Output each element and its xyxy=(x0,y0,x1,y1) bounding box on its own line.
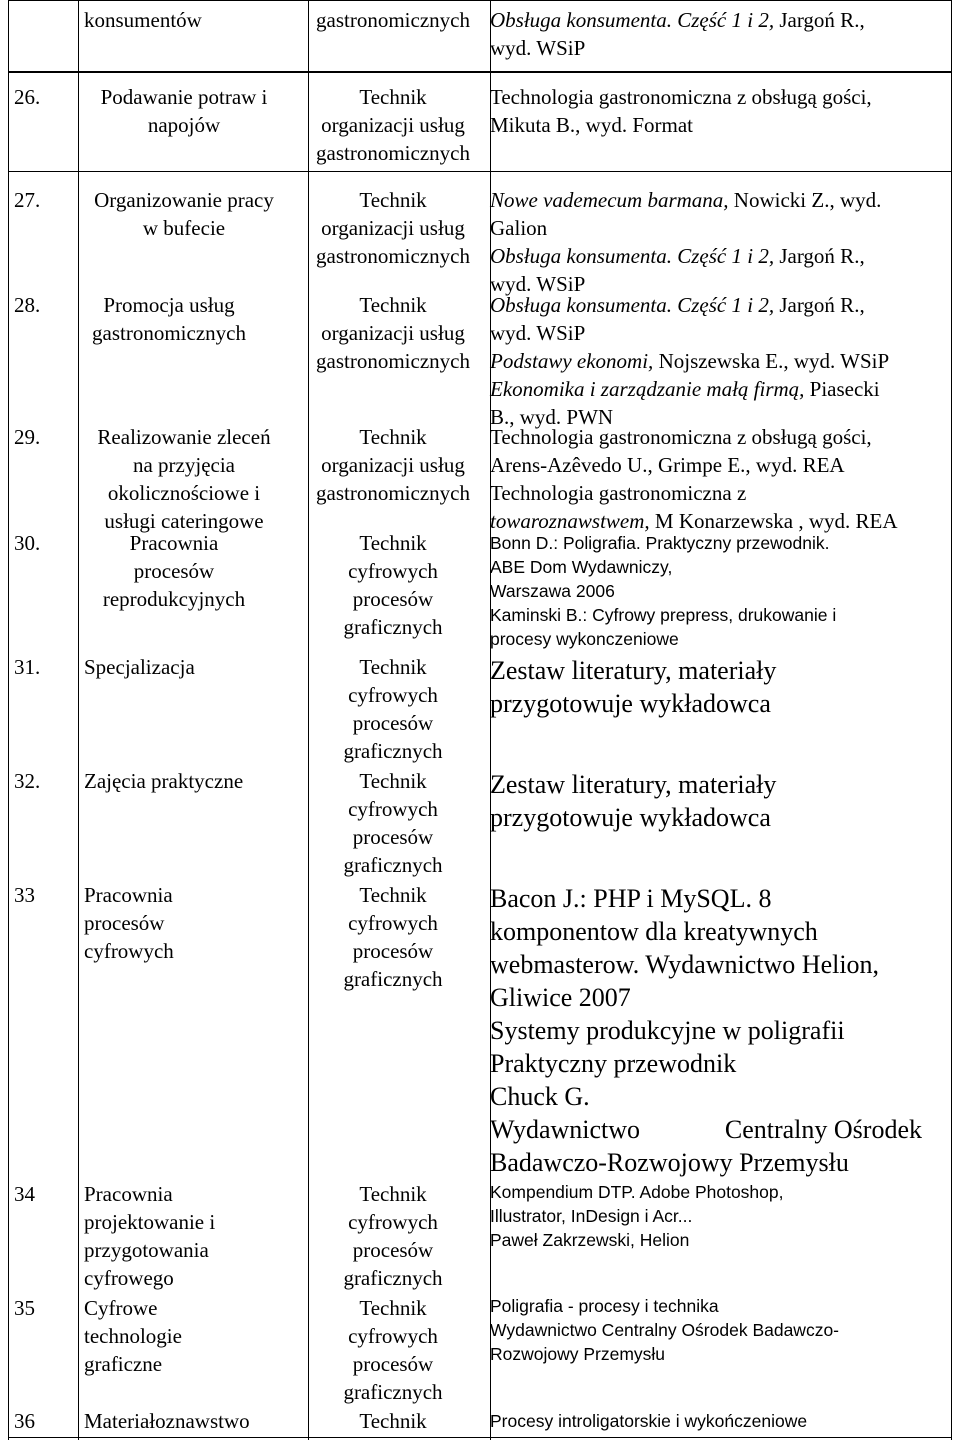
literature-line: Badawczo-Rozwojowy Przemysłu xyxy=(490,1148,849,1177)
literature-line: Warszawa 2006 xyxy=(490,581,615,601)
row-number: 34 xyxy=(14,1182,35,1206)
literature-title: Obsługa konsumenta. Część 1 i 2, xyxy=(490,244,775,268)
literature-line: Wydawnictwo Centralny Ośrodek Badawczo- xyxy=(490,1320,840,1340)
profession-line: Technik xyxy=(359,883,427,907)
literature-line: wyd. WSiP xyxy=(490,36,586,60)
profession-line: gastronomicznych xyxy=(316,244,470,268)
profession-line: procesów xyxy=(352,1238,434,1262)
literature-line: Mikuta B., wyd. Format xyxy=(490,113,693,137)
subject-line: Specjalizacja xyxy=(84,655,195,679)
subject-cell xyxy=(84,83,284,139)
literature-line: procesy wykonczeniowe xyxy=(490,629,679,649)
row-divider xyxy=(8,1437,952,1438)
literature-line: Praktyczny przewodnik xyxy=(490,1049,737,1078)
row-divider xyxy=(8,0,952,1)
subject-line: okolicznościowe i xyxy=(107,481,261,505)
profession-line: graficznych xyxy=(343,615,443,639)
literature-line: Bacon J.: PHP i MySQL. 8 xyxy=(490,884,772,913)
profession-line: organizacji usług xyxy=(321,113,465,137)
subject-line: napojów xyxy=(147,113,221,137)
subject-line: procesów xyxy=(133,559,215,583)
profession-cell xyxy=(308,83,478,167)
literature-line: Chuck G. xyxy=(490,1082,590,1111)
literature-line: wyd. WSiP xyxy=(490,272,586,296)
row-number: 27. xyxy=(14,188,41,212)
literature-cell xyxy=(490,1409,938,1433)
literature-line: Kaminski B.: Cyfrowy prepress, drukowanie i xyxy=(490,605,837,625)
literature-cell xyxy=(490,1180,938,1252)
subject-line: na przyjęcia xyxy=(132,453,236,477)
literature-line: wyd. WSiP xyxy=(490,321,586,345)
row-number: 26. xyxy=(14,85,41,109)
row-number: 31. xyxy=(14,655,41,679)
profession-line: Technik xyxy=(359,425,427,449)
literature-title: towaroznawstwem, xyxy=(490,509,650,533)
subject-cell xyxy=(84,529,264,613)
profession-line: Technik xyxy=(359,85,427,109)
profession-cell xyxy=(308,653,478,765)
literature-line: Bonn D.: Poligrafia. Praktyczny przewodnik. xyxy=(490,533,830,553)
row-number: 29. xyxy=(14,425,41,449)
literature-cell xyxy=(490,882,938,1179)
column-divider xyxy=(8,0,9,1440)
literature-line: przygotowuje wykładowca xyxy=(490,803,771,832)
profession-line: graficznych xyxy=(343,739,443,763)
literature-cell xyxy=(490,654,938,720)
subject-cell xyxy=(84,423,284,535)
literature-cell xyxy=(490,768,938,834)
row-number: 35 xyxy=(14,1296,35,1320)
subject-line: Pracownia xyxy=(84,1182,173,1206)
literature-line: komponentow dla kreatywnych xyxy=(490,917,818,946)
column-divider xyxy=(951,0,952,1440)
subject-line: Pracownia xyxy=(129,531,219,555)
literature-line: ABE Dom Wydawniczy, xyxy=(490,557,673,577)
literature-cell xyxy=(490,186,938,298)
row-divider xyxy=(8,171,952,172)
row-number: 36 xyxy=(14,1409,35,1433)
literature-title: Obsługa konsumenta. Część 1 i 2, xyxy=(490,8,775,32)
subject-line: cyfrowych xyxy=(84,939,174,963)
profession-line: graficznych xyxy=(343,967,443,991)
profession-line: cyfrowych xyxy=(348,797,438,821)
literature-title: Ekonomika i zarządzanie małą firmą, xyxy=(490,377,805,401)
profession-line: procesów xyxy=(352,1352,434,1376)
subject-cell xyxy=(84,1407,299,1435)
row-number: 32. xyxy=(14,769,41,793)
subject-line: w bufecie xyxy=(142,216,226,240)
literature-line: Arens-Azêvedo U., Grimpe E., wyd. REA xyxy=(490,453,845,477)
subject-line: Cyfrowe xyxy=(84,1296,158,1320)
subject-line: gastronomicznych xyxy=(92,321,246,345)
row-number: 30. xyxy=(14,531,41,555)
subject-cell xyxy=(84,653,299,681)
subject-line: Zajęcia praktyczne xyxy=(84,769,244,793)
profession-line: cyfrowych xyxy=(348,1210,438,1234)
literature-cell xyxy=(490,83,938,139)
subject-line: Materiałoznawstwo xyxy=(84,1409,250,1433)
profession-cell xyxy=(308,881,478,993)
profession-line: gastronomicznych xyxy=(316,141,470,165)
subject-line: projektowanie i xyxy=(84,1210,216,1234)
profession-line: procesów xyxy=(352,825,434,849)
literature-line: Poligrafia - procesy i technika xyxy=(490,1296,719,1316)
literature-line: Paweł Zakrzewski, Helion xyxy=(490,1230,690,1250)
literature-line: Kompendium DTP. Adobe Photoshop, xyxy=(490,1182,784,1202)
profession-line: Technik xyxy=(359,769,427,793)
literature-line: Obsługa konsumenta. Część 1 i 2, Jargoń R., xyxy=(490,8,865,32)
literature-line: Zestaw literatury, materiały xyxy=(490,770,777,799)
subject-line: graficzne xyxy=(84,1352,163,1376)
literature-line: Ekonomika i zarządzanie małą firmą, Piasecki xyxy=(490,377,880,401)
subject-cell xyxy=(84,1294,299,1378)
row-divider xyxy=(8,71,952,73)
literature-cell xyxy=(490,291,938,431)
profession-line: graficznych xyxy=(343,1266,443,1290)
profession-cell xyxy=(308,1407,478,1435)
profession-line: cyfrowych xyxy=(348,1324,438,1348)
literature-line: Technologia gastronomiczna z xyxy=(490,481,747,505)
profession-line: procesów xyxy=(352,939,434,963)
literature-line: Obsługa konsumenta. Część 1 i 2, Jargoń R., xyxy=(490,244,865,268)
literature-line: Technologia gastronomiczna z obsługą gości, xyxy=(490,425,872,449)
subject-line: cyfrowego xyxy=(84,1266,174,1290)
profession-line: cyfrowych xyxy=(348,911,438,935)
literature-line: Technologia gastronomiczna z obsługą gości, xyxy=(490,85,872,109)
row-number: 33 xyxy=(14,883,35,907)
subject-line: konsumentów xyxy=(84,8,202,32)
profession-line: Technik xyxy=(359,531,427,555)
literature-cell xyxy=(490,6,938,62)
literature-line: Nowe vademecum barmana, Nowicki Z., wyd. xyxy=(490,188,882,212)
profession-line: gastronomicznych xyxy=(316,8,470,32)
profession-line: cyfrowych xyxy=(348,683,438,707)
profession-line: Technik xyxy=(359,1182,427,1206)
column-divider xyxy=(78,0,79,1440)
profession-cell xyxy=(308,529,478,641)
literature-line: Illustrator, InDesign i Acr... xyxy=(490,1206,693,1226)
subject-line: usługi cateringowe xyxy=(104,509,264,533)
profession-cell xyxy=(308,186,478,270)
literature-line: Rozwojowy Przemysłu xyxy=(490,1344,666,1364)
profession-line: procesów xyxy=(352,587,434,611)
profession-cell xyxy=(308,291,478,375)
literature-cell xyxy=(490,1294,938,1366)
subject-cell xyxy=(84,767,299,795)
profession-cell xyxy=(308,423,478,507)
subject-line: reprodukcyjnych xyxy=(102,587,246,611)
literature-line: towaroznawstwem, M Konarzewska , wyd. REA xyxy=(490,509,898,533)
literature-line: przygotowuje wykładowca xyxy=(490,689,771,718)
profession-line: Technik xyxy=(359,655,427,679)
literature-title: Obsługa konsumenta. Część 1 i 2, xyxy=(490,293,775,317)
literature-line: Obsługa konsumenta. Część 1 i 2, Jargoń R., xyxy=(490,293,865,317)
profession-line: Technik xyxy=(359,188,427,212)
literature-cell xyxy=(490,423,938,535)
literature-line: Procesy introligatorskie i wykończeniowe xyxy=(490,1411,808,1431)
literature-line: Systemy produkcyjne w poligrafii xyxy=(490,1016,845,1045)
subject-line: procesów xyxy=(84,911,165,935)
literature-line: Galion xyxy=(490,216,548,240)
profession-line: graficznych xyxy=(343,853,443,877)
row-number: 28. xyxy=(14,293,41,317)
subject-cell xyxy=(84,881,299,965)
subject-line: Realizowanie zleceń xyxy=(97,425,271,449)
profession-line: gastronomicznych xyxy=(316,349,470,373)
literature-cell xyxy=(490,531,938,651)
literature-title: Podstawy ekonomi, xyxy=(490,349,654,373)
literature-line: webmasterow. Wydawnictwo Helion, xyxy=(490,950,880,979)
subject-cell xyxy=(84,1180,299,1292)
profession-line: organizacji usług xyxy=(321,453,465,477)
literature-line: Podstawy ekonomi, Nojszewska E., wyd. WSiP xyxy=(490,349,890,373)
profession-cell xyxy=(308,1180,478,1292)
profession-line: cyfrowych xyxy=(348,559,438,583)
profession-line: Technik xyxy=(359,1409,427,1433)
subject-cell xyxy=(84,291,254,347)
subject-line: technologie xyxy=(84,1324,182,1348)
subject-line: przygotowania xyxy=(84,1238,209,1262)
profession-line: procesów xyxy=(352,711,434,735)
profession-line: Technik xyxy=(359,1296,427,1320)
literature-line: Wydawnictwo Centralny Ośrodek xyxy=(490,1115,922,1144)
subject-cell xyxy=(84,6,299,34)
profession-line: organizacji usług xyxy=(321,321,465,345)
subject-cell xyxy=(84,186,284,242)
subject-line: Organizowanie pracy xyxy=(94,188,274,212)
profession-line: Technik xyxy=(359,293,427,317)
subject-line: Podawanie potraw i xyxy=(100,85,268,109)
profession-cell xyxy=(308,1294,478,1406)
subject-line: Pracownia xyxy=(84,883,173,907)
literature-line: B., wyd. PWN xyxy=(490,405,614,429)
literature-line: Zestaw literatury, materiały xyxy=(490,656,777,685)
subject-line: Promocja usług xyxy=(103,293,235,317)
literature-line: Gliwice 2007 xyxy=(490,983,631,1012)
profession-cell xyxy=(308,6,478,34)
profession-line: gastronomicznych xyxy=(316,481,470,505)
profession-cell xyxy=(308,767,478,879)
profession-line: organizacji usług xyxy=(321,216,465,240)
literature-title: Nowe vademecum barmana, xyxy=(490,188,729,212)
profession-line: graficznych xyxy=(343,1380,443,1404)
